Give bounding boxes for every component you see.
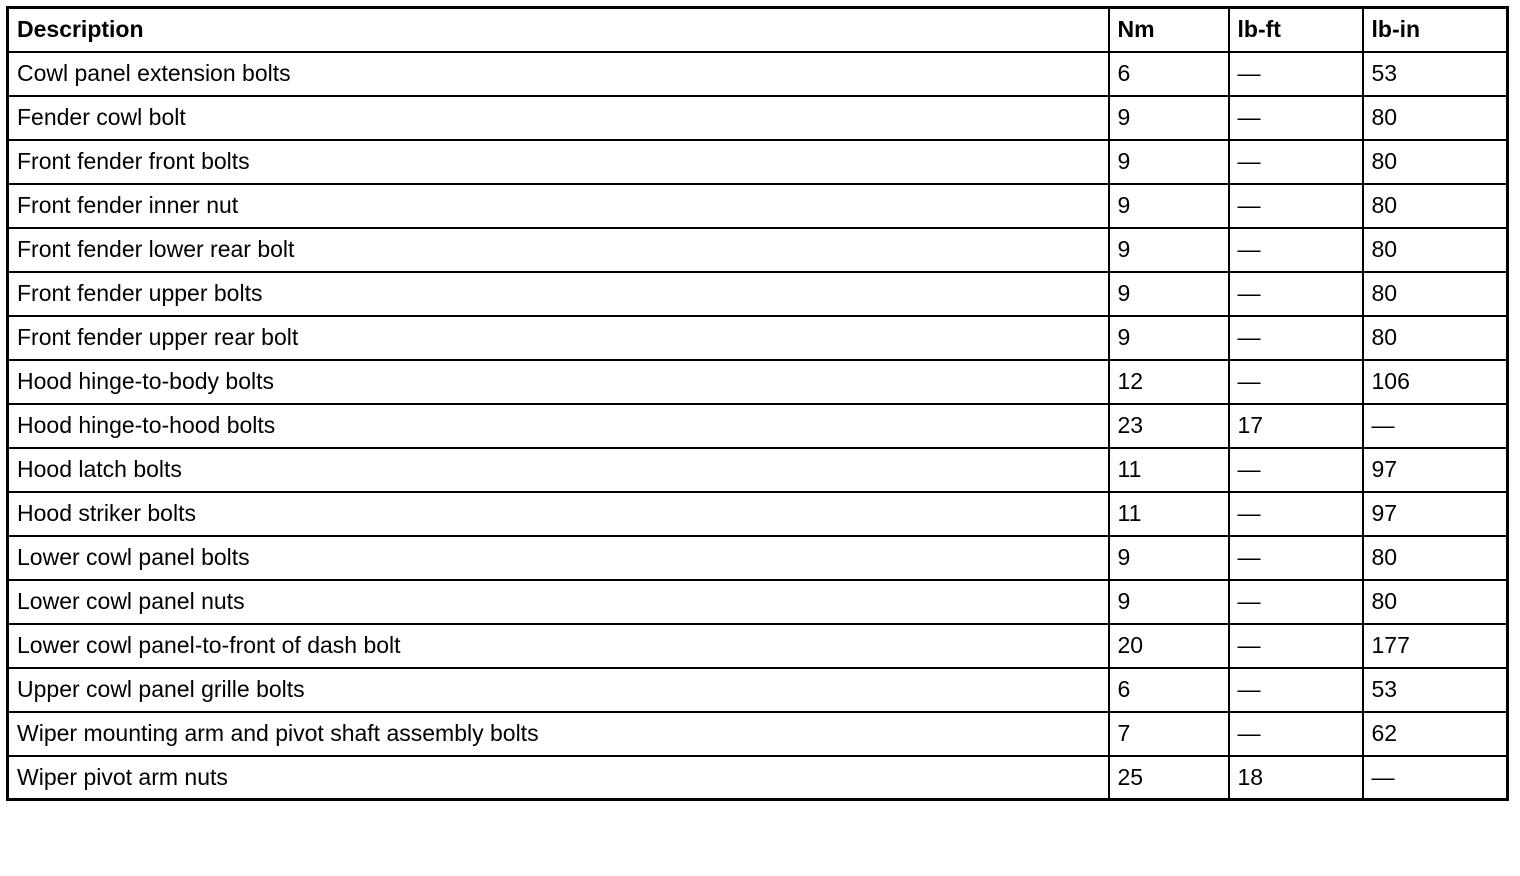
table-row — [8, 492, 1508, 536]
header-description: Description — [8, 8, 1109, 52]
table-row — [8, 756, 1508, 800]
cell-nm: 20 — [1109, 624, 1229, 668]
cell-description: Fender cowl bolt — [8, 96, 1109, 140]
cell-lbft: — — [1229, 184, 1363, 228]
cell-lbft: — — [1229, 272, 1363, 316]
cell-lbin: — — [1363, 404, 1508, 448]
cell-lbin: 80 — [1363, 184, 1508, 228]
table-body — [8, 52, 1508, 800]
table-row — [8, 272, 1508, 316]
cell-lbft: — — [1229, 712, 1363, 756]
table-row — [8, 404, 1508, 448]
cell-lbin: 97 — [1363, 448, 1508, 492]
cell-description: Front fender lower rear bolt — [8, 228, 1109, 272]
table-row — [8, 448, 1508, 492]
cell-lbin: 80 — [1363, 140, 1508, 184]
table-row — [8, 360, 1508, 404]
cell-lbin: 80 — [1363, 536, 1508, 580]
cell-lbft: — — [1229, 492, 1363, 536]
cell-lbft: — — [1229, 580, 1363, 624]
table-row — [8, 184, 1508, 228]
cell-lbft: — — [1229, 668, 1363, 712]
cell-nm: 9 — [1109, 272, 1229, 316]
cell-description: Cowl panel extension bolts — [8, 52, 1109, 96]
cell-nm: 9 — [1109, 228, 1229, 272]
cell-nm: 12 — [1109, 360, 1229, 404]
header-lbin: lb-in — [1363, 8, 1508, 52]
table-row — [8, 52, 1508, 96]
cell-nm: 9 — [1109, 184, 1229, 228]
cell-lbft: — — [1229, 140, 1363, 184]
table-row — [8, 96, 1508, 140]
cell-lbin: 80 — [1363, 96, 1508, 140]
cell-nm: 6 — [1109, 52, 1229, 96]
header-lbft: lb-ft — [1229, 8, 1363, 52]
table-row — [8, 536, 1508, 580]
table-row — [8, 580, 1508, 624]
cell-nm: 7 — [1109, 712, 1229, 756]
cell-lbin: 106 — [1363, 360, 1508, 404]
table-row — [8, 712, 1508, 756]
table-row — [8, 316, 1508, 360]
cell-description: Hood hinge-to-body bolts — [8, 360, 1109, 404]
table-header-row — [8, 8, 1508, 52]
cell-lbin: 80 — [1363, 316, 1508, 360]
cell-nm: 25 — [1109, 756, 1229, 800]
cell-lbft: — — [1229, 316, 1363, 360]
cell-lbin: 53 — [1363, 668, 1508, 712]
cell-lbin: — — [1363, 756, 1508, 800]
cell-nm: 23 — [1109, 404, 1229, 448]
cell-description: Front fender front bolts — [8, 140, 1109, 184]
cell-description: Hood striker bolts — [8, 492, 1109, 536]
cell-description: Lower cowl panel bolts — [8, 536, 1109, 580]
table-row — [8, 140, 1508, 184]
table-row — [8, 228, 1508, 272]
cell-description: Wiper mounting arm and pivot shaft assembly bolts — [8, 712, 1109, 756]
cell-lbin: 80 — [1363, 580, 1508, 624]
cell-lbft: — — [1229, 228, 1363, 272]
header-nm: Nm — [1109, 8, 1229, 52]
cell-description: Front fender inner nut — [8, 184, 1109, 228]
cell-nm: 9 — [1109, 316, 1229, 360]
cell-nm: 9 — [1109, 536, 1229, 580]
cell-lbin: 53 — [1363, 52, 1508, 96]
cell-nm: 11 — [1109, 492, 1229, 536]
cell-nm: 9 — [1109, 140, 1229, 184]
cell-nm: 11 — [1109, 448, 1229, 492]
cell-nm: 9 — [1109, 580, 1229, 624]
cell-description: Upper cowl panel grille bolts — [8, 668, 1109, 712]
cell-lbft: 18 — [1229, 756, 1363, 800]
cell-nm: 6 — [1109, 668, 1229, 712]
cell-lbft: — — [1229, 448, 1363, 492]
cell-lbft: — — [1229, 624, 1363, 668]
cell-description: Lower cowl panel nuts — [8, 580, 1109, 624]
table-row — [8, 668, 1508, 712]
table-row — [8, 624, 1508, 668]
cell-lbin: 80 — [1363, 228, 1508, 272]
cell-description: Hood latch bolts — [8, 448, 1109, 492]
cell-lbft: — — [1229, 536, 1363, 580]
cell-lbft: 17 — [1229, 404, 1363, 448]
cell-lbft: — — [1229, 360, 1363, 404]
cell-description: Front fender upper bolts — [8, 272, 1109, 316]
cell-description: Lower cowl panel-to-front of dash bolt — [8, 624, 1109, 668]
cell-description: Wiper pivot arm nuts — [8, 756, 1109, 800]
cell-lbin: 62 — [1363, 712, 1508, 756]
cell-lbin: 80 — [1363, 272, 1508, 316]
cell-nm: 9 — [1109, 96, 1229, 140]
cell-lbft: — — [1229, 96, 1363, 140]
torque-spec-table — [6, 6, 1509, 801]
cell-description: Hood hinge-to-hood bolts — [8, 404, 1109, 448]
cell-lbft: — — [1229, 52, 1363, 96]
cell-lbin: 177 — [1363, 624, 1508, 668]
cell-lbin: 97 — [1363, 492, 1508, 536]
cell-description: Front fender upper rear bolt — [8, 316, 1109, 360]
